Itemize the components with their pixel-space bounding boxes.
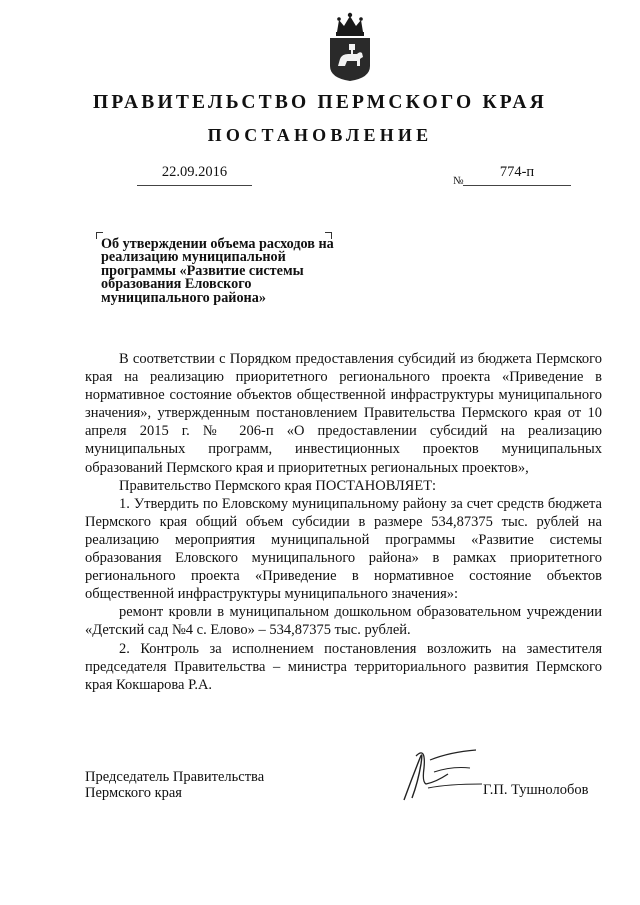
signer-name: Г.П. Тушнолобов: [483, 782, 589, 798]
document-type: ПОСТАНОВЛЕНИЕ: [207, 125, 433, 145]
body-paragraph-preamble: В соответствии с Порядком предоставления субсидий из бюджета Пермского края на реализацию приоритетного регионального проекта «Приведение в нормативное состояние объектов общественной инфраструктуры муниципального значения», утвержденным постановлением Правительства Пермского края от 10 апреля 2015 г. № 206-п «О предоставлении субсидий на реализацию муниципальных программ, инвестиционных проектов муниципальных образований Пермского края и приоритетных региональных проектов»,: [85, 351, 602, 476]
number-sign: №: [453, 175, 464, 187]
signer-position: [85, 769, 264, 801]
body-paragraph-item-1: 1. Утвердить по Еловскому муниципальному району за счет средств бюджета Пермского края общий объем субсидии в размере 534,87375 тыс. рублей на реализацию мероприятия муниципальной программы «Развитие системы образования Еловского муниципального района» в рамках приоритетного регионального проекта «Приведение в нормативное состояние объектов общественной инфраструктуры муниципального значения»:: [85, 495, 602, 603]
document-body: [85, 350, 602, 694]
document-date: 22.09.2016: [137, 164, 252, 186]
body-paragraph-resolves: Правительство Пермского края ПОСТАНОВЛЯЕТ:: [119, 477, 437, 494]
government-title: ПРАВИТЕЛЬСТВО ПЕРМСКОГО КРАЯ: [93, 92, 547, 113]
document-subject: Об утверждении объема расходов на реализацию муниципальной программы «Развитие системы образования Еловского муниципального района»: [101, 236, 334, 306]
signer-position-line-2: Пермского края: [85, 785, 182, 801]
handwritten-signature-icon: [390, 738, 490, 808]
body-paragraph-roof-repair: ремонт кровли в муниципальном дошкольном образовательном учреждении «Детский сад №4 с. Елово» – 534,87375 тыс. рублей.: [85, 604, 602, 639]
document-number: 774-п: [463, 164, 571, 186]
body-paragraph-item-2: 2. Контроль за исполнением постановления возложить на заместителя председателя Правительства – министра территориального развития Пермского края Кокшарова Р.А.: [85, 640, 602, 693]
signer-position-line-1: Председатель Правительства: [85, 769, 265, 785]
perm-krai-coat-of-arms-icon: [327, 12, 373, 82]
